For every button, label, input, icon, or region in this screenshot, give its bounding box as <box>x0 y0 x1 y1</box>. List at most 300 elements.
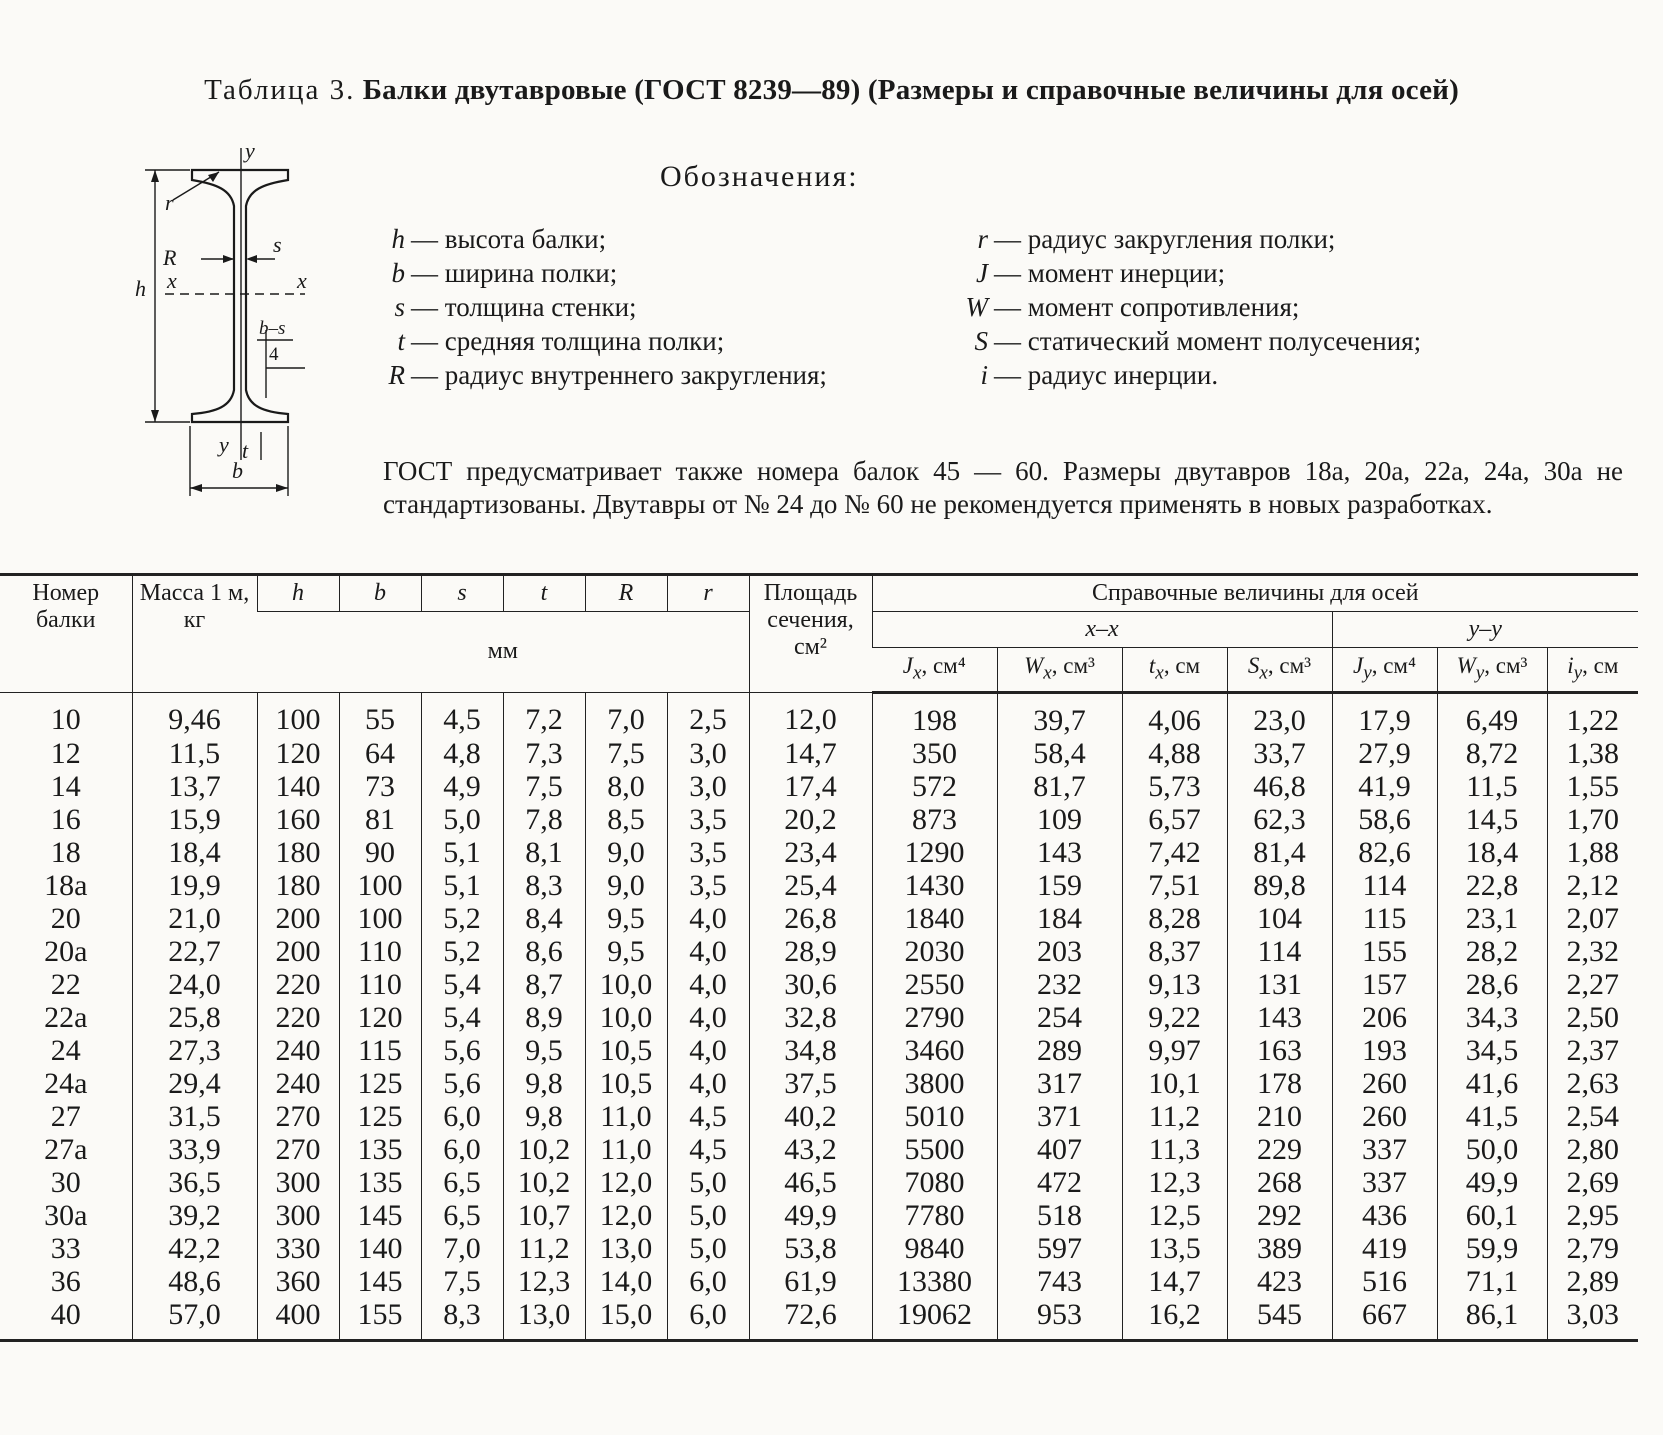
table-cell: 155 <box>339 1298 421 1341</box>
table-cell: 115 <box>1332 902 1437 935</box>
table-cell: 6,0 <box>421 1133 503 1166</box>
table-body <box>0 692 1638 1340</box>
table-cell: 200 <box>257 902 339 935</box>
table-cell: 667 <box>1332 1298 1437 1341</box>
table-cell: 82,6 <box>1332 836 1437 869</box>
table-cell: 260 <box>1332 1067 1437 1100</box>
table-cell: 198 <box>872 692 997 737</box>
table-cell: 3,03 <box>1547 1298 1638 1341</box>
table-cell: 10,5 <box>585 1067 667 1100</box>
table-cell: 48,6 <box>132 1265 257 1298</box>
table-row <box>0 692 1638 737</box>
legend-title: Обозначения: <box>660 160 859 193</box>
table-cell: 9,8 <box>503 1100 585 1133</box>
table-cell: 43,2 <box>749 1133 872 1166</box>
table-cell: 9,22 <box>1122 1001 1227 1034</box>
table-cell: 8,4 <box>503 902 585 935</box>
table-cell: 114 <box>1227 935 1332 968</box>
table-cell: 125 <box>339 1100 421 1133</box>
table-cell: 41,5 <box>1437 1100 1547 1133</box>
table-cell: 389 <box>1227 1232 1332 1265</box>
table-cell: 7,2 <box>503 692 585 737</box>
diagram-R-label: R <box>163 245 177 270</box>
table-cell: 24а <box>44 1066 88 1100</box>
legend-symbol: s <box>394 292 405 322</box>
table-cell: 143 <box>997 836 1122 869</box>
table-cell: 14,0 <box>585 1265 667 1298</box>
header-Wx: $W_x$, см³ <box>997 648 1122 693</box>
table-cell: 206 <box>1332 1001 1437 1034</box>
table-cell: 86,1 <box>1437 1298 1547 1341</box>
table-cell: 229 <box>1227 1133 1332 1166</box>
table-cell: 178 <box>1227 1067 1332 1100</box>
table-cell: 8,28 <box>1122 902 1227 935</box>
table-cell: 3,5 <box>667 869 749 902</box>
table-cell: 131 <box>1227 968 1332 1001</box>
table-cell: 28,6 <box>1437 968 1547 1001</box>
table-cell: 7,5 <box>503 770 585 803</box>
table-cell: 13,5 <box>1122 1232 1227 1265</box>
table-cell: 58,6 <box>1332 803 1437 836</box>
table-cell: 39,7 <box>997 692 1122 737</box>
table-cell: 71,1 <box>1437 1265 1547 1298</box>
table-row <box>0 1034 1638 1067</box>
table-cell: 36,5 <box>132 1166 257 1199</box>
table-cell: 53,8 <box>749 1232 872 1265</box>
table-cell: 4,0 <box>667 902 749 935</box>
table-cell: 8,0 <box>585 770 667 803</box>
table-cell: 33 <box>50 1231 81 1265</box>
table-cell: 300 <box>257 1166 339 1199</box>
header-area: Площадь сечения, см² <box>749 575 872 693</box>
table-row <box>0 803 1638 836</box>
diagram-x-left-label: x <box>167 268 177 293</box>
table-cell: 7,0 <box>421 1232 503 1265</box>
table-cell: 350 <box>872 737 997 770</box>
table-cell: 220 <box>257 1001 339 1034</box>
table-cell: 19062 <box>872 1298 997 1341</box>
table-cell: 3,5 <box>667 836 749 869</box>
table-cell: 49,9 <box>1437 1166 1547 1199</box>
table-cell: 2030 <box>872 935 997 968</box>
table-cell: 9,46 <box>132 692 257 737</box>
table-cell: 270 <box>257 1100 339 1133</box>
table-cell: 9,5 <box>585 902 667 935</box>
table-cell: 545 <box>1227 1298 1332 1341</box>
table-cell: 23,4 <box>749 836 872 869</box>
header-reference-values: Справочные величины для осей <box>872 575 1638 612</box>
table-cell: 89,8 <box>1227 869 1332 902</box>
table-cell: 61,9 <box>749 1265 872 1298</box>
legend-text: — момент инерции; <box>994 258 1226 288</box>
table-cell: 7080 <box>872 1166 997 1199</box>
table-row <box>0 836 1638 869</box>
table-cell: 18а <box>44 868 88 902</box>
table-cell: 11,0 <box>585 1133 667 1166</box>
table-cell: 2,63 <box>1547 1067 1638 1100</box>
table-cell: 873 <box>872 803 997 836</box>
table-cell: 21,0 <box>132 902 257 935</box>
table-cell: 2550 <box>872 968 997 1001</box>
table-cell: 4,0 <box>667 1001 749 1034</box>
header-b: b <box>339 575 421 612</box>
legend-left-column <box>383 222 827 392</box>
table-cell: 371 <box>997 1100 1122 1133</box>
table-cell: 125 <box>339 1067 421 1100</box>
table-cell: 12,3 <box>503 1265 585 1298</box>
table-cell: 72,6 <box>749 1298 872 1341</box>
table-cell: 3800 <box>872 1067 997 1100</box>
legend-item <box>383 324 827 358</box>
table-row <box>0 1298 1638 1341</box>
table-cell: 13,0 <box>503 1298 585 1341</box>
table-cell: 14,7 <box>1122 1265 1227 1298</box>
table-cell: 23,1 <box>1437 902 1547 935</box>
legend-text: — ширина полки; <box>411 258 618 288</box>
table-cell: 11,5 <box>132 737 257 770</box>
table-cell: 20 <box>50 901 81 935</box>
table-cell: 240 <box>257 1034 339 1067</box>
table-cell: 62,3 <box>1227 803 1332 836</box>
table-cell: 58,4 <box>997 737 1122 770</box>
table-cell: 64 <box>339 737 421 770</box>
table-cell: 145 <box>339 1265 421 1298</box>
table-cell: 4,0 <box>667 968 749 1001</box>
table-cell: 572 <box>872 770 997 803</box>
table-cell: 163 <box>1227 1034 1332 1067</box>
table-cell: 14 <box>50 769 81 803</box>
table-cell: 516 <box>1332 1265 1437 1298</box>
table-cell: 28,9 <box>749 935 872 968</box>
table-cell: 27,3 <box>132 1034 257 1067</box>
legend-symbol: r <box>977 224 988 254</box>
table-cell: 9840 <box>872 1232 997 1265</box>
table-cell: 260 <box>1332 1100 1437 1133</box>
table-cell: 26,8 <box>749 902 872 935</box>
table-cell: 1,70 <box>1547 803 1638 836</box>
table-cell: 15,0 <box>585 1298 667 1341</box>
diagram-y-bottom-label: y <box>219 432 229 457</box>
legend-item <box>960 290 1421 324</box>
header-mm: мм <box>257 612 749 693</box>
table-row <box>0 1001 1638 1034</box>
table-cell: 5,2 <box>421 935 503 968</box>
table-cell: 110 <box>339 968 421 1001</box>
table-row <box>0 968 1638 1001</box>
table-cell: 135 <box>339 1133 421 1166</box>
table-cell: 50,0 <box>1437 1133 1547 1166</box>
table-cell: 36 <box>50 1264 81 1298</box>
table-cell: 5,2 <box>421 902 503 935</box>
header-t: t <box>503 575 585 612</box>
table-row <box>0 869 1638 902</box>
table-cell: 27 <box>50 1099 81 1133</box>
header-axis-xx: x–x <box>872 612 1332 648</box>
table-cell: 114 <box>1332 869 1437 902</box>
header-r: r <box>667 575 749 612</box>
table-cell: 3460 <box>872 1034 997 1067</box>
table-cell: 5,1 <box>421 869 503 902</box>
table-cell: 5,4 <box>421 1001 503 1034</box>
legend-text: — высота балки; <box>411 224 607 254</box>
table-cell: 1,88 <box>1547 836 1638 869</box>
diagram-h-label: h <box>135 276 146 301</box>
table-cell: 472 <box>997 1166 1122 1199</box>
table-cell: 2,54 <box>1547 1100 1638 1133</box>
legend-item <box>960 358 1421 392</box>
table-cell: 5,0 <box>667 1232 749 1265</box>
table-cell: 337 <box>1332 1133 1437 1166</box>
diagram-r-label: r <box>165 190 174 215</box>
table-cell: 32,8 <box>749 1001 872 1034</box>
table-row <box>0 1199 1638 1232</box>
table-cell: 9,5 <box>585 935 667 968</box>
table-cell: 30 <box>50 1165 81 1199</box>
table-cell: 9,97 <box>1122 1034 1227 1067</box>
table-cell: 1290 <box>872 836 997 869</box>
table-cell: 33,9 <box>132 1133 257 1166</box>
table-cell: 13380 <box>872 1265 997 1298</box>
table-cell: 39,2 <box>132 1199 257 1232</box>
table-cell: 12 <box>50 736 81 770</box>
table-cell: 17,4 <box>749 770 872 803</box>
table-row <box>0 1265 1638 1298</box>
legend-item <box>960 222 1421 256</box>
table-cell: 13,0 <box>585 1232 667 1265</box>
table-cell: 27а <box>44 1132 88 1166</box>
table-cell: 8,72 <box>1437 737 1547 770</box>
legend-item <box>383 358 827 392</box>
table-title-lead: Таблица 3. <box>204 74 356 106</box>
table-cell: 16,2 <box>1122 1298 1227 1341</box>
table-row <box>0 902 1638 935</box>
table-cell: 8,37 <box>1122 935 1227 968</box>
table-cell: 22,8 <box>1437 869 1547 902</box>
table-cell: 23,0 <box>1227 692 1332 737</box>
table-cell: 7,0 <box>585 692 667 737</box>
table-cell: 10,7 <box>503 1199 585 1232</box>
gost-note: ГОСТ предусматривает также номера балок 45 — 60. Размеры двутавров 18а, 20а, 22а, 24а, 30а не стандартизованы. Двутавры от № 24 до № 60 не рекомендуется применять в новых разработках. <box>383 456 1623 519</box>
legend-text: — радиус внутреннего закругления; <box>411 360 827 390</box>
table-cell: 11,5 <box>1437 770 1547 803</box>
table-cell: 7,5 <box>421 1265 503 1298</box>
table-cell: 10,0 <box>585 968 667 1001</box>
legend-text: — статический момент полусечения; <box>994 326 1422 356</box>
table-cell: 120 <box>339 1001 421 1034</box>
beam-spec-table <box>0 573 1638 1342</box>
table-cell: 184 <box>997 902 1122 935</box>
table-cell: 12,3 <box>1122 1166 1227 1199</box>
table-cell: 143 <box>1227 1001 1332 1034</box>
table-cell: 37,5 <box>749 1067 872 1100</box>
table-cell: 7780 <box>872 1199 997 1232</box>
legend-symbol: S <box>974 326 988 356</box>
header-number: Номер балки <box>0 575 132 693</box>
table-cell: 30а <box>44 1198 88 1232</box>
header-Jx: $J_x$, см⁴ <box>872 648 997 693</box>
table-cell: 2,95 <box>1547 1199 1638 1232</box>
table-cell: 41,9 <box>1332 770 1437 803</box>
table-cell: 8,9 <box>503 1001 585 1034</box>
table-cell: 5,4 <box>421 968 503 1001</box>
table-cell: 337 <box>1332 1166 1437 1199</box>
table-cell: 104 <box>1227 902 1332 935</box>
table-cell: 232 <box>997 968 1122 1001</box>
table-cell: 145 <box>339 1199 421 1232</box>
table-cell: 180 <box>257 836 339 869</box>
table-cell: 2,79 <box>1547 1232 1638 1265</box>
table-title-text: Балки двутавровые (ГОСТ 8239—89) (Размеры и справочные величины для осей) <box>362 74 1459 106</box>
diagram-fraction-numerator: b–s <box>259 318 286 339</box>
table-cell: 8,3 <box>421 1298 503 1341</box>
table-cell: 2,07 <box>1547 902 1638 935</box>
table-cell: 193 <box>1332 1034 1437 1067</box>
table-cell: 8,6 <box>503 935 585 968</box>
table-cell: 180 <box>257 869 339 902</box>
legend-text: — момент сопротивления; <box>994 292 1300 322</box>
table-cell: 4,5 <box>667 1133 749 1166</box>
table-cell: 19,9 <box>132 869 257 902</box>
table-cell: 22 <box>50 967 81 1001</box>
header-Jy: $J_y$, см⁴ <box>1332 648 1437 693</box>
table-cell: 49,9 <box>749 1199 872 1232</box>
table-cell: 46,5 <box>749 1166 872 1199</box>
table-cell: 55 <box>339 692 421 737</box>
legend-item <box>383 256 827 290</box>
table-cell: 4,88 <box>1122 737 1227 770</box>
legend-text: — радиус инерции. <box>994 360 1219 390</box>
table-cell: 5500 <box>872 1133 997 1166</box>
table-cell: 42,2 <box>132 1232 257 1265</box>
table-cell: 9,0 <box>585 836 667 869</box>
table-cell: 9,5 <box>503 1034 585 1067</box>
table-cell: 159 <box>997 869 1122 902</box>
table-cell: 22,7 <box>132 935 257 968</box>
table-cell: 17,9 <box>1332 692 1437 737</box>
table-cell: 12,0 <box>585 1166 667 1199</box>
table-cell: 100 <box>339 869 421 902</box>
table-cell: 28,2 <box>1437 935 1547 968</box>
table-cell: 100 <box>339 902 421 935</box>
table-cell: 1840 <box>872 902 997 935</box>
table-cell: 5,6 <box>421 1034 503 1067</box>
table-cell: 419 <box>1332 1232 1437 1265</box>
legend-text: — средняя толщина полки; <box>411 326 725 356</box>
legend-symbol: W <box>965 292 988 322</box>
table-cell: 4,5 <box>421 692 503 737</box>
table-cell: 40,2 <box>749 1100 872 1133</box>
table-cell: 9,0 <box>585 869 667 902</box>
table-cell: 22а <box>44 1000 88 1034</box>
header-iy: $i_y$, см <box>1547 648 1638 693</box>
table-cell: 5,1 <box>421 836 503 869</box>
table-cell: 109 <box>997 803 1122 836</box>
table-cell: 5,0 <box>667 1199 749 1232</box>
table-cell: 10,5 <box>585 1034 667 1067</box>
table-cell: 203 <box>997 935 1122 968</box>
table-cell: 16 <box>50 802 81 836</box>
header-h: h <box>257 575 339 612</box>
table-cell: 34,8 <box>749 1034 872 1067</box>
table-cell: 140 <box>339 1232 421 1265</box>
table-cell: 360 <box>257 1265 339 1298</box>
legend-symbol: b <box>391 258 405 288</box>
i-beam-diagram <box>135 138 345 538</box>
table-cell: 270 <box>257 1133 339 1166</box>
table-cell: 81 <box>339 803 421 836</box>
diagram-y-top-label: y <box>245 138 255 163</box>
table-cell: 210 <box>1227 1100 1332 1133</box>
table-cell: 1,22 <box>1547 692 1638 737</box>
legend-right-column <box>960 222 1421 392</box>
table-cell: 6,57 <box>1122 803 1227 836</box>
table-cell: 317 <box>997 1067 1122 1100</box>
table-cell: 4,0 <box>667 935 749 968</box>
table-cell: 12,0 <box>585 1199 667 1232</box>
diagram-s-label: s <box>273 232 282 257</box>
legend-item <box>960 256 1421 290</box>
table-cell: 12,0 <box>749 692 872 737</box>
table-cell: 29,4 <box>132 1067 257 1100</box>
table-cell: 25,8 <box>132 1001 257 1034</box>
legend-text: — толщина стенки; <box>411 292 637 322</box>
table-cell: 2,37 <box>1547 1034 1638 1067</box>
table-cell: 41,6 <box>1437 1067 1547 1100</box>
legend-symbol: i <box>980 360 988 390</box>
table-row <box>0 770 1638 803</box>
table-cell: 6,0 <box>667 1298 749 1341</box>
table-cell: 11,0 <box>585 1100 667 1133</box>
table-cell: 5,73 <box>1122 770 1227 803</box>
table-cell: 240 <box>257 1067 339 1100</box>
table-cell: 5010 <box>872 1100 997 1133</box>
table-cell: 12,5 <box>1122 1199 1227 1232</box>
table-cell: 1,38 <box>1547 737 1638 770</box>
table-cell: 110 <box>339 935 421 968</box>
table-cell: 34,3 <box>1437 1001 1547 1034</box>
table-cell: 10 <box>50 703 81 737</box>
table-cell: 60,1 <box>1437 1199 1547 1232</box>
table-cell: 2,89 <box>1547 1265 1638 1298</box>
table-cell: 5,6 <box>421 1067 503 1100</box>
table-cell: 5,0 <box>667 1166 749 1199</box>
diagram-x-right-label: x <box>297 268 307 293</box>
table-cell: 4,5 <box>667 1100 749 1133</box>
table-cell: 6,49 <box>1437 692 1547 737</box>
table-row <box>0 1100 1638 1133</box>
table-cell: 7,42 <box>1122 836 1227 869</box>
table-cell: 7,51 <box>1122 869 1227 902</box>
table-cell: 1430 <box>872 869 997 902</box>
table-cell: 3,0 <box>667 770 749 803</box>
table-cell: 5,0 <box>421 803 503 836</box>
table-cell: 220 <box>257 968 339 1001</box>
table-cell: 597 <box>997 1232 1122 1265</box>
header-mass: Масса 1 м, кг <box>132 575 257 693</box>
table-row <box>0 1166 1638 1199</box>
table-cell: 4,8 <box>421 737 503 770</box>
table-cell: 3,0 <box>667 737 749 770</box>
table-cell: 14,5 <box>1437 803 1547 836</box>
table-cell: 6,0 <box>421 1100 503 1133</box>
table-cell: 268 <box>1227 1166 1332 1199</box>
table-row <box>0 1133 1638 1166</box>
table-cell: 200 <box>257 935 339 968</box>
table-cell: 34,5 <box>1437 1034 1547 1067</box>
legend-symbol: R <box>388 360 405 390</box>
table-cell: 10,0 <box>585 1001 667 1034</box>
table-row <box>0 1067 1638 1100</box>
